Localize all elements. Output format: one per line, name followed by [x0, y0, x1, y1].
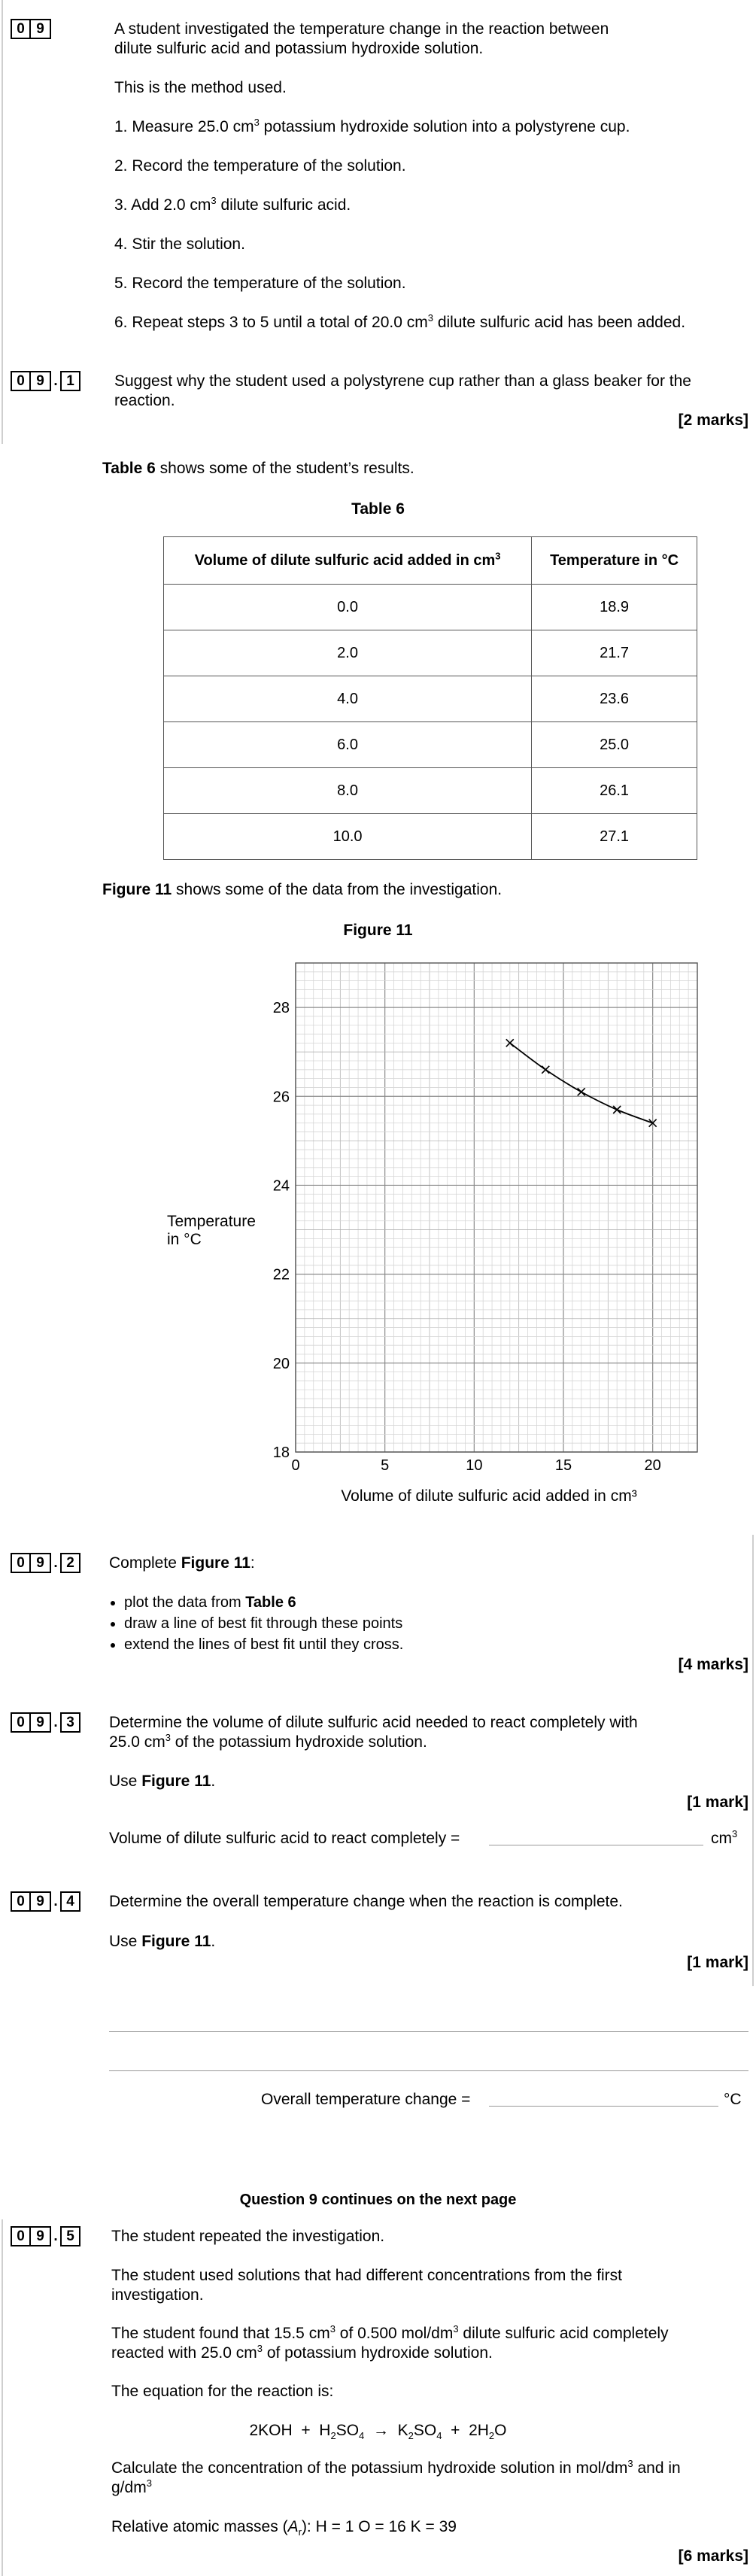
results-table: [163, 536, 697, 860]
q094-use: Use Figure 11.: [109, 1933, 216, 1950]
y-tick-label: 26: [272, 1089, 290, 1106]
question-number-09: 0 9: [11, 19, 51, 39]
x-tick-label: 20: [644, 1457, 661, 1474]
q092-bullets: [109, 1593, 403, 1657]
q095-para3: The student found that 15.5 $cm^3$ of 0.500 mol/$dm^3$ dilute sulfuric acid completely reacted with 25.0 $cm^3$ of potassium hydroxide solution.: [111, 2323, 669, 2362]
figure11-chart: [0, 940, 756, 1520]
right-margin-rule: [752, 1535, 754, 1986]
method-intro: This is the method used.: [114, 79, 287, 96]
list-item: • extend the lines of best fit until they cross.: [124, 1636, 403, 1654]
plot-frame: [296, 963, 697, 1452]
continues-note: Question 9 continues on the next page: [239, 2192, 517, 2208]
col-volume-header: Volume of dilute sulfuric acid added in $cm^3$: [164, 537, 532, 585]
chart-grid: [296, 963, 697, 1452]
q095-marks: [6 marks]: [678, 2547, 748, 2565]
x-tick-label: 0: [291, 1457, 300, 1474]
x-tick-label: 15: [554, 1457, 572, 1474]
y-tick-label: 22: [272, 1266, 290, 1283]
figure11-caption: Figure 11: [343, 922, 413, 939]
q091-marks: [2 marks]: [678, 412, 748, 429]
table-row: 6.0 25.0: [164, 722, 697, 768]
relative-atomic-masses: Relative atomic masses $(A_r)$: H = 1 O = 16 K = 39: [111, 2518, 457, 2538]
x-tick-label: 10: [466, 1457, 483, 1474]
method-step-4: 4. Stir the solution.: [114, 235, 245, 253]
x-axis-label: Volume of dilute sulfuric acid added in cm³: [341, 1487, 637, 1505]
q095-calc: Calculate the concentration of the potassium hydroxide solution in mol/$dm^3$ and in $g/dm^3$: [111, 2458, 681, 2497]
y-axis-label-unit: in °C: [167, 1231, 202, 1248]
q095-para2: The student used solutions that had different concentrations from the first investigation.: [111, 2267, 623, 2304]
equation-intro: The equation for the reaction is:: [111, 2383, 334, 2400]
figure11-intro: Figure 11 shows some of the data from the investigation.: [102, 881, 502, 898]
y-tick-label: 20: [272, 1355, 290, 1372]
list-item: • plot the data from Table 6: [124, 1593, 403, 1612]
table-row: 10.0 27.1: [164, 814, 697, 860]
q093-answer-unit: $cm^3$: [711, 1828, 738, 1847]
y-tick-label: 24: [272, 1177, 290, 1195]
chemical-equation: $2KOH + H_2SO_4 \to K_2SO_4 + 2H_2O$: [249, 2422, 507, 2442]
method-step-2: 2. Record the temperature of the solution.: [114, 157, 406, 175]
question-number-09-3: 0 9 . 3: [11, 1712, 80, 1733]
list-item: • draw a line of best fit through these points: [124, 1615, 403, 1633]
method-step-1: 1. Measure 25.0 $cm^3$ potassium hydroxide solution into a polystyrene cup.: [114, 117, 630, 135]
q094-answer-label: Overall temperature change =: [261, 2091, 471, 2108]
y-tick-labels: [273, 1000, 290, 1461]
q094-marks: [1 mark]: [687, 1954, 748, 1971]
q094-text: Determine the overall temperature change when the reaction is complete.: [109, 1893, 623, 1910]
question-number-09-2: 0 9 . 2: [11, 1553, 80, 1573]
table-header-row: [164, 537, 697, 585]
q09-intro: A student investigated the temperature change in the reaction between dilute sulfuric acid and potassium hydroxide solution.: [114, 20, 609, 58]
table-row: 2.0 21.7: [164, 630, 697, 676]
method-step-6: 6. Repeat steps 3 to 5 until a total of 20.0 $cm^3$ dilute sulfuric acid has been added.: [114, 312, 686, 331]
q094-answer-unit: °C: [724, 2091, 742, 2108]
q093-answer-label: Volume of dilute sulfuric acid to react completely =: [109, 1830, 460, 1847]
col-temperature-header: Temperature in °C: [532, 537, 697, 585]
table-row: 4.0 23.6: [164, 676, 697, 722]
q095-intro: The student repeated the investigation.: [111, 2228, 385, 2245]
q093-use: Use Figure 11.: [109, 1773, 216, 1790]
q093-marks: [1 mark]: [687, 1794, 748, 1811]
q094-working-line-1[interactable]: [109, 2031, 748, 2032]
table6-intro: Table 6 shows some of the student’s results.: [102, 460, 414, 477]
question-number-09-5: 0 9 . 5: [11, 2226, 80, 2246]
x-tick-labels: [291, 1457, 660, 1474]
y-axis-label: Temperature: [167, 1213, 256, 1230]
table6-caption: Table 6: [351, 500, 405, 518]
left-margin-rule: [2, 0, 3, 444]
question-number-09-1: 0 9 . 1: [11, 371, 80, 391]
q093-text: Determine the volume of dilute sulfuric acid needed to react completely with 25.0 $cm^3$ of the potassium hydroxide solution.: [109, 1714, 638, 1751]
q092-lead: Complete Figure 11:: [109, 1554, 255, 1572]
table-row: 0.0 18.9: [164, 585, 697, 630]
q091-text: Suggest why the student used a polystyrene cup rather than a glass beaker for the reaction.: [114, 372, 691, 410]
x-tick-label: 5: [381, 1457, 390, 1474]
method-step-3: 3. Add 2.0 $cm^3$ dilute sulfuric acid.: [114, 195, 351, 214]
y-tick-label: 28: [272, 1000, 290, 1017]
q094-answer-line[interactable]: [489, 2106, 718, 2107]
q092-marks: [4 marks]: [678, 1656, 748, 1673]
q094-working-line-2[interactable]: [109, 2070, 748, 2071]
y-tick-label: 18: [272, 1444, 290, 1461]
left-margin-rule-lower: [2, 2219, 3, 2576]
question-number-09-4: 0 9 . 4: [11, 1891, 80, 1912]
table-row: 8.0 26.1: [164, 768, 697, 814]
method-step-5: 5. Record the temperature of the solution.: [114, 275, 406, 292]
